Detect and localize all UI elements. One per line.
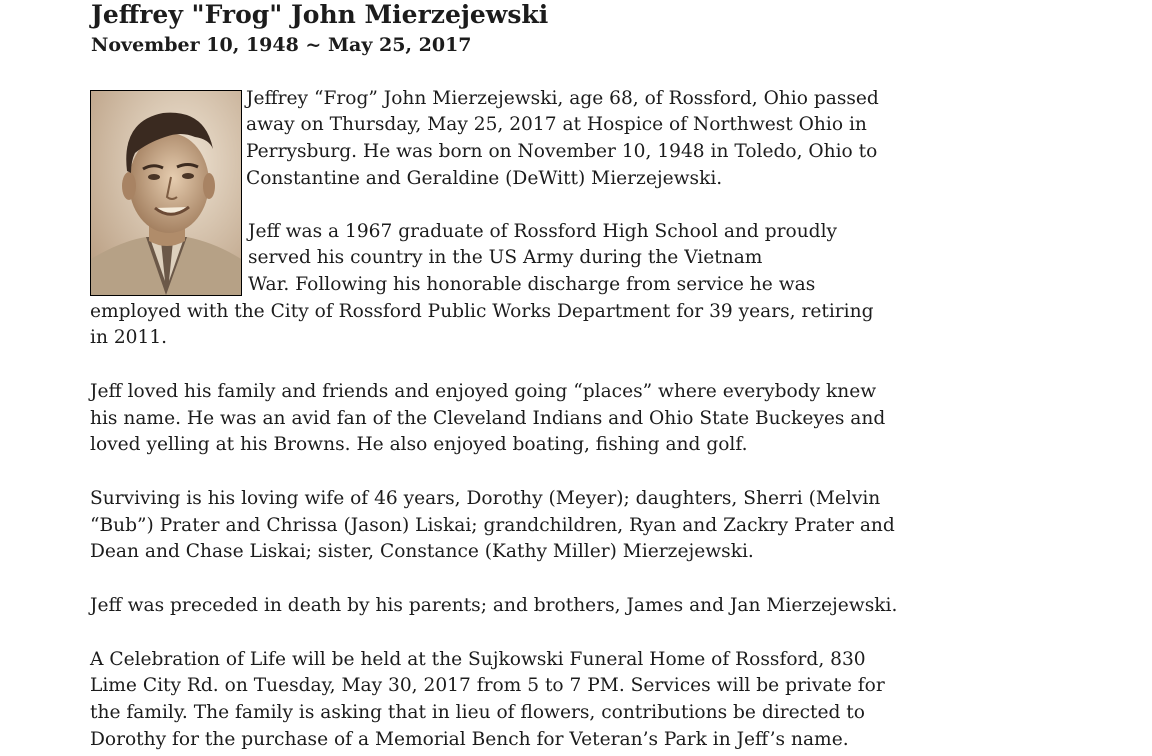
bio-line: Jeffrey “Frog” John Mierzejewski, age 68, of Rossford, Ohio passed: [246, 88, 879, 109]
survivors-line: “Bub”) Prater and Chrissa (Jason) Liskai; grandchildren, Ryan and Zackry Prater and: [90, 515, 895, 536]
bio-line: away on Thursday, May 25, 2017 at Hospice of Northwest Ohio in: [246, 114, 867, 135]
life-dates: November 10, 1948 ~ May 25, 2017: [91, 34, 472, 56]
survivors-line: Dean and Chase Liskai; sister, Constance (Kathy Miller) Mierzejewski.: [90, 541, 754, 562]
service-line: in 2011.: [90, 327, 168, 348]
celebration-line: the family. The family is asking that in lieu of flowers, contributions be directed to: [90, 702, 865, 723]
bio-line: Constantine and Geraldine (DeWitt) Mierzejewski.: [246, 168, 723, 189]
obituary-title: Jeffrey "Frog" John Mierzejewski: [91, 0, 549, 29]
interests-line: loved yelling at his Browns. He also enjoyed boating, fishing and golf.: [90, 434, 748, 455]
survivors-line: Surviving is his loving wife of 46 years, Dorothy (Meyer); daughters, Sherri (Melvin: [90, 488, 881, 509]
service-line: War. Following his honorable discharge from service he was: [248, 274, 816, 295]
service-line: Jeff was a 1967 graduate of Rossford High School and proudly: [248, 221, 838, 242]
interests-line: Jeff loved his family and friends and enjoyed going “places” where everybody knew: [90, 381, 877, 402]
interests-line: his name. He was an avid fan of the Cleveland Indians and Ohio State Buckeyes and: [90, 408, 886, 429]
portrait-photo-icon: [91, 91, 241, 295]
celebration-line: A Celebration of Life will be held at the Sujkowski Funeral Home of Rossford, 830: [90, 649, 866, 670]
preceded-line: Jeff was preceded in death by his parents; and brothers, James and Jan Mierzejewski.: [90, 595, 898, 616]
portrait-photo: [90, 90, 242, 296]
bio-line: Perrysburg. He was born on November 10, 1948 in Toledo, Ohio to: [246, 141, 878, 162]
service-line: served his country in the US Army during the Vietnam: [248, 247, 763, 268]
service-line: employed with the City of Rossford Public Works Department for 39 years, retiring: [90, 301, 874, 322]
celebration-line: Lime City Rd. on Tuesday, May 30, 2017 from 5 to 7 PM. Services will be private for: [90, 675, 885, 696]
celebration-line: Dorothy for the purchase of a Memorial Bench for Veteran’s Park in Jeff’s name.: [90, 729, 849, 750]
